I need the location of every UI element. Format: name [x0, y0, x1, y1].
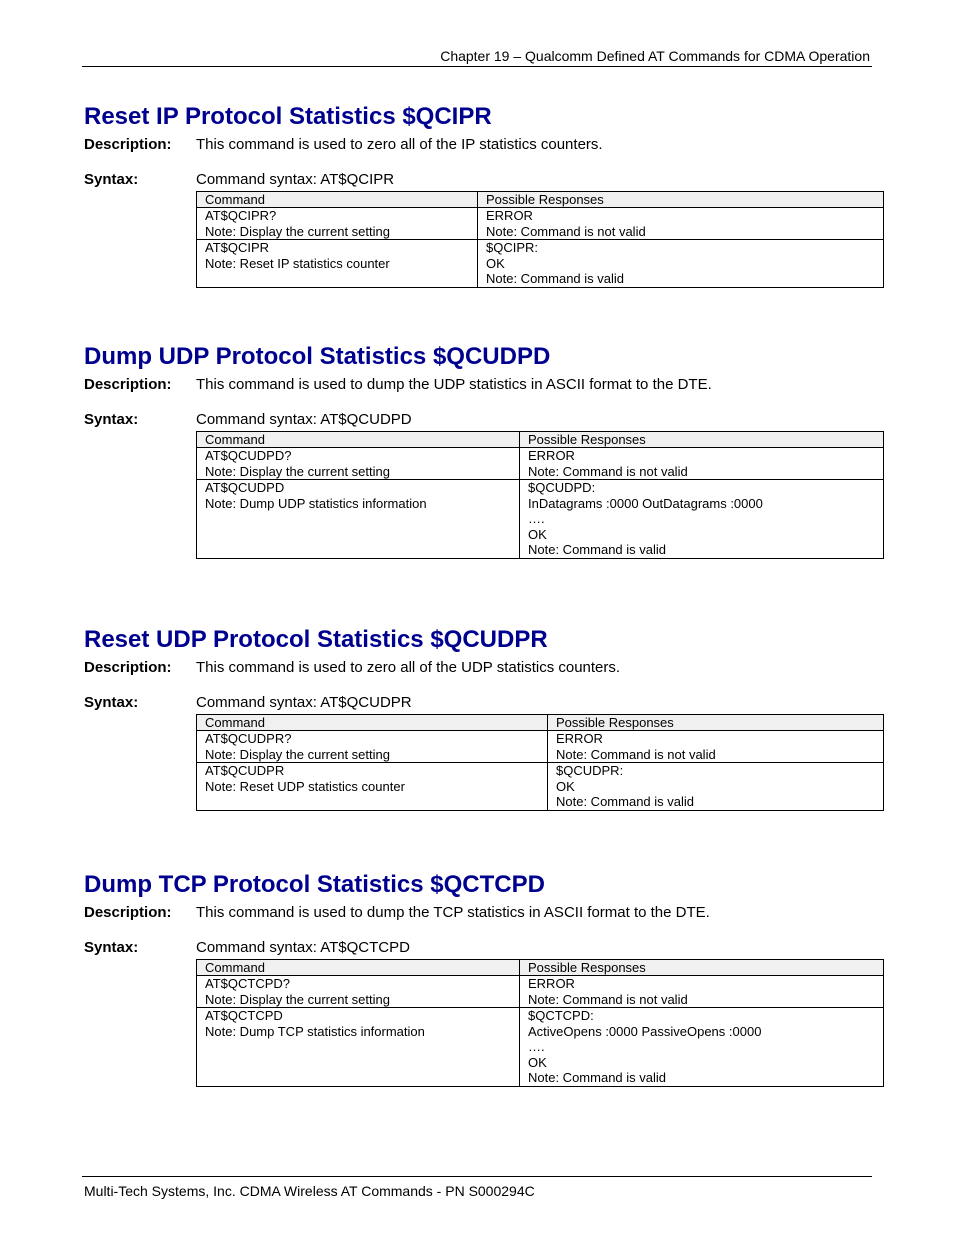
command-cell [197, 480, 520, 559]
command-note: Note: Display the current setting [205, 991, 390, 1007]
command-text: AT$QCUDPD? [205, 448, 292, 463]
table-header-row [197, 715, 884, 731]
command-cell [197, 448, 520, 480]
command-text: AT$QCTCPD? [205, 976, 290, 991]
syntax-label: Syntax: [84, 939, 139, 956]
column-header-responses: Possible Responses [520, 432, 884, 448]
response-line: ERROR [528, 448, 575, 463]
responses-cell [520, 976, 884, 1008]
table-header-row [197, 192, 884, 208]
table-row [197, 1008, 884, 1087]
command-table [196, 714, 884, 811]
table-header-row [197, 432, 884, 448]
chapter-title: Chapter 19 – Qualcomm Defined AT Commands for CDMA Operation [440, 48, 870, 64]
response-line: OK [556, 778, 575, 794]
response-line: Note: Command is valid [528, 1070, 666, 1085]
response-line: Note: Command is valid [486, 271, 624, 286]
responses-cell [548, 763, 884, 811]
response-line: ERROR [486, 208, 533, 223]
response-line: $QCIPR: [486, 240, 539, 255]
syntax-text: Command syntax: AT$QCUDPD [196, 411, 412, 428]
responses-cell [520, 480, 884, 559]
syntax-text: Command syntax: AT$QCIPR [196, 171, 395, 188]
syntax-label: Syntax: [84, 411, 139, 428]
table-header-row [197, 960, 884, 976]
response-line: Note: Command is not valid [528, 463, 688, 479]
command-text: AT$QCUDPD [205, 480, 285, 495]
table-row [197, 976, 884, 1008]
column-header-command: Command [197, 192, 478, 208]
section-title: Reset UDP Protocol Statistics $QCUDPR [84, 626, 548, 653]
command-table [196, 191, 884, 288]
response-line: OK [528, 1054, 547, 1070]
response-line: …. [528, 1039, 545, 1054]
section-qctcpd [84, 870, 884, 1085]
table-row [197, 208, 884, 240]
response-line: Note: Command is not valid [486, 223, 646, 239]
column-header-responses: Possible Responses [520, 960, 884, 976]
command-note: Note: Reset UDP statistics counter [205, 778, 405, 794]
description-row [84, 904, 884, 922]
command-note: Note: Dump TCP statistics information [205, 1023, 425, 1039]
command-cell [197, 1008, 520, 1087]
command-note: Note: Display the current setting [205, 463, 390, 479]
table-row [197, 240, 884, 288]
description-label: Description: [84, 136, 172, 153]
response-line: InDatagrams :0000 OutDatagrams :0000 [528, 495, 763, 511]
command-text: AT$QCUDPR? [205, 731, 292, 746]
command-cell [197, 208, 478, 240]
table-row [197, 480, 884, 559]
response-line: …. [528, 511, 545, 526]
syntax-label: Syntax: [84, 171, 139, 188]
description-text: This command is used to zero all of the UDP statistics counters. [196, 659, 621, 676]
description-label: Description: [84, 904, 172, 921]
description-row [84, 376, 884, 394]
section-title: Dump TCP Protocol Statistics $QCTCPD [84, 871, 545, 898]
page-footer [82, 1176, 872, 1199]
responses-cell [520, 448, 884, 480]
responses-cell [548, 731, 884, 763]
syntax-row [84, 694, 884, 712]
response-line: OK [486, 255, 505, 271]
command-note: Note: Display the current setting [205, 223, 390, 239]
table-row [197, 763, 884, 811]
footer-text: Multi-Tech Systems, Inc. CDMA Wireless AT Commands - PN S000294C [84, 1183, 535, 1199]
description-text: This command is used to zero all of the IP statistics counters. [196, 136, 603, 153]
table-row [197, 731, 884, 763]
command-text: AT$QCIPR? [205, 208, 277, 223]
response-line: ERROR [528, 976, 575, 991]
response-line: OK [528, 526, 547, 542]
description-text: This command is used to dump the TCP statistics in ASCII format to the DTE. [196, 904, 710, 921]
section-qcipr [84, 102, 884, 286]
responses-cell [478, 208, 884, 240]
description-text: This command is used to dump the UDP statistics in ASCII format to the DTE. [196, 376, 712, 393]
command-note: Note: Display the current setting [205, 746, 390, 762]
page-header [82, 48, 872, 67]
command-cell [197, 763, 548, 811]
column-header-command: Command [197, 715, 548, 731]
table-row [197, 448, 884, 480]
response-line: $QCUDPD: [528, 480, 596, 495]
column-header-responses: Possible Responses [478, 192, 884, 208]
section-qcudpd [84, 342, 884, 557]
syntax-text: Command syntax: AT$QCTCPD [196, 939, 410, 956]
syntax-row [84, 939, 884, 957]
response-line: Note: Command is not valid [528, 991, 688, 1007]
response-line: $QCTCPD: [528, 1008, 594, 1023]
command-note: Note: Dump UDP statistics information [205, 495, 427, 511]
response-line: Note: Command is valid [528, 542, 666, 557]
responses-cell [478, 240, 884, 288]
column-header-command: Command [197, 960, 520, 976]
command-note: Note: Reset IP statistics counter [205, 255, 390, 271]
response-line: Note: Command is valid [556, 794, 694, 809]
command-cell [197, 976, 520, 1008]
command-table [196, 431, 884, 559]
section-title: Dump UDP Protocol Statistics $QCUDPD [84, 343, 551, 370]
response-line: $QCUDPR: [556, 763, 624, 778]
column-header-command: Command [197, 432, 520, 448]
command-table [196, 959, 884, 1087]
responses-cell [520, 1008, 884, 1087]
command-text: AT$QCIPR [205, 240, 270, 255]
response-line: Note: Command is not valid [556, 746, 716, 762]
column-header-responses: Possible Responses [548, 715, 884, 731]
syntax-row [84, 411, 884, 429]
command-text: AT$QCTCPD [205, 1008, 283, 1023]
syntax-text: Command syntax: AT$QCUDPR [196, 694, 412, 711]
description-label: Description: [84, 659, 172, 676]
command-cell [197, 731, 548, 763]
description-row [84, 136, 884, 154]
section-title: Reset IP Protocol Statistics $QCIPR [84, 103, 492, 130]
description-row [84, 659, 884, 677]
command-text: AT$QCUDPR [205, 763, 285, 778]
syntax-row [84, 171, 884, 189]
description-label: Description: [84, 376, 172, 393]
response-line: ERROR [556, 731, 603, 746]
command-cell [197, 240, 478, 288]
response-line: ActiveOpens :0000 PassiveOpens :0000 [528, 1023, 762, 1039]
syntax-label: Syntax: [84, 694, 139, 711]
section-qcudpr [84, 625, 884, 809]
